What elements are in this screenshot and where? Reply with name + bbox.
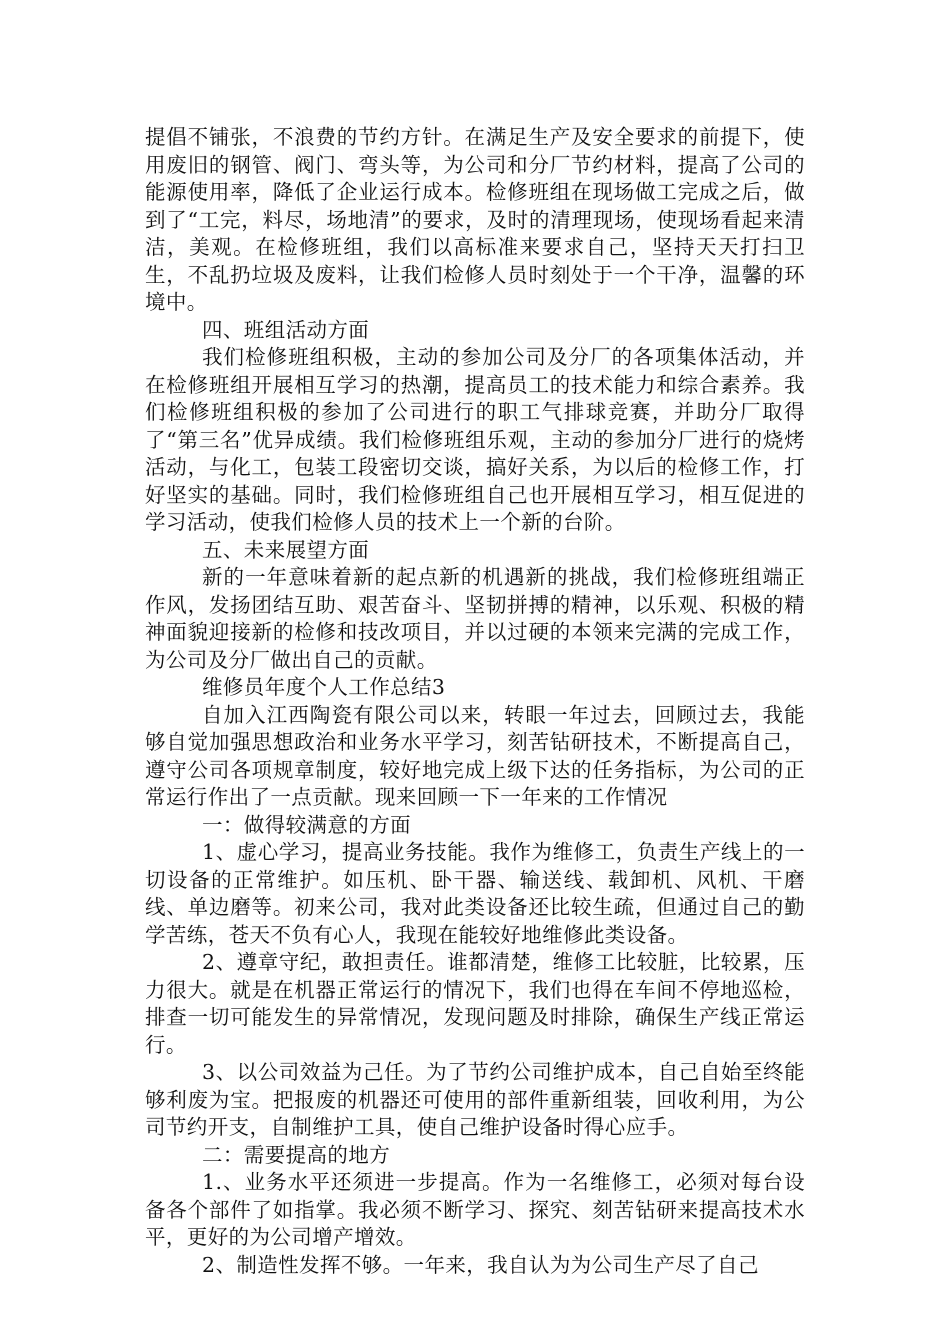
section-heading-future-outlook: 五、未来展望方面 <box>202 537 370 562</box>
paragraph-improve-2: 2、制造性发挥不够。一年来，我自认为为公司生产尽了自己 <box>202 1252 759 1277</box>
document-body <box>145 124 805 1279</box>
paragraph-continuation: 提倡不铺张，不浪费的节约方针。在满足生产及安全要求的前提下，使用废旧的钢管、阀门、弯头等，为公司和分厂节约材料，提高了公司的能源使用率，降低了企业运行成本。检修班组在现场做工完成之后，做到了“工完，料尽，场地清”的要求，及时的清理现场，使现场看起来清洁，美观。在检修班组，我们以高标准来要求自己，坚持天天打扫卫生，不乱扔垃圾及废料，让我们检修人员时刻处于一个干净，温馨的环境中。 <box>145 125 805 314</box>
section-heading-satisfied: 一：做得较满意的方面 <box>202 812 411 837</box>
paragraph-team-activities: 我们检修班组积极，主动的参加公司及分厂的各项集体活动，并在检修班组开展相互学习的热潮，提高员工的技术能力和综合素养。我们检修班组积极的参加了公司进行的职工气排球竞赛，并助分厂取得了“第三名”优异成绩。我们检修班组乐观，主动的参加分厂进行的烧烤活动，与化工，包装工段密切交谈，搞好关系，为以后的检修工作，打好坚实的基础。同时，我们检修班组自己也开展相互学习，相互促进的学习活动，使我们检修人员的技术上一个新的台阶。 <box>145 345 805 534</box>
section-heading-improvement: 二：需要提高的地方 <box>202 1142 391 1167</box>
paragraph-item-2: 2、遵章守纪，敢担责任。谁都清楚，维修工比较脏，比较累，压力很大。就是在机器正常运行的情况下，我们也得在车间不停地巡检，排查一切可能发生的异常情况，发现问题及时排除，确保生产线正常运行。 <box>145 950 805 1057</box>
section-heading-team-activities: 四、班组活动方面 <box>202 317 370 342</box>
article-title-summary-3: 维修员年度个人工作总结3 <box>202 675 446 699</box>
paragraph-item-1: 1、虚心学习，提高业务技能。我作为维修工，负责生产线上的一切设备的正常维护。如压机、卧干器、输送线、载卸机、风机、干磨线、单边磨等。初来公司，我对此类设备还比较生疏，但通过自己的勤学苦练，苍天不负有心人，我现在能较好地维修此类设备。 <box>145 840 805 947</box>
paragraph-improve-1: 1.、业务水平还须进一步提高。作为一名维修工，必须对每台设备各个部件了如指掌。我必须不断学习、探究、刻苦钻研来提高技术水平，更好的为公司增产增效。 <box>145 1170 805 1249</box>
paragraph-future-outlook: 新的一年意味着新的起点新的机遇新的挑战，我们检修班组端正作风，发扬团结互助、艰苦奋斗、坚韧拼搏的精神，以乐观、积极的精神面貌迎接新的检修和技改项目，并以过硬的本领来完满的完成工作，为公司及分厂做出自己的贡献。 <box>145 565 805 672</box>
paragraph-item-3: 3、以公司效益为己任。为了节约公司维护成本，自己自始至终能够利废为宝。把报废的机器还可使用的部件重新组装，回收利用，为公司节约开支，自制维护工具，使自己维护设备时得心应手。 <box>145 1060 805 1139</box>
paragraph-intro: 自加入江西陶瓷有限公司以来，转眼一年过去，回顾过去，我能够自觉加强思想政治和业务水平学习，刻苦钻研技术，不断提高自己，遵守公司各项规章制度，较好地完成上级下达的任务指标，为公司的正常运行作出了一点贡献。现来回顾一下一年来的工作情况 <box>145 702 805 809</box>
